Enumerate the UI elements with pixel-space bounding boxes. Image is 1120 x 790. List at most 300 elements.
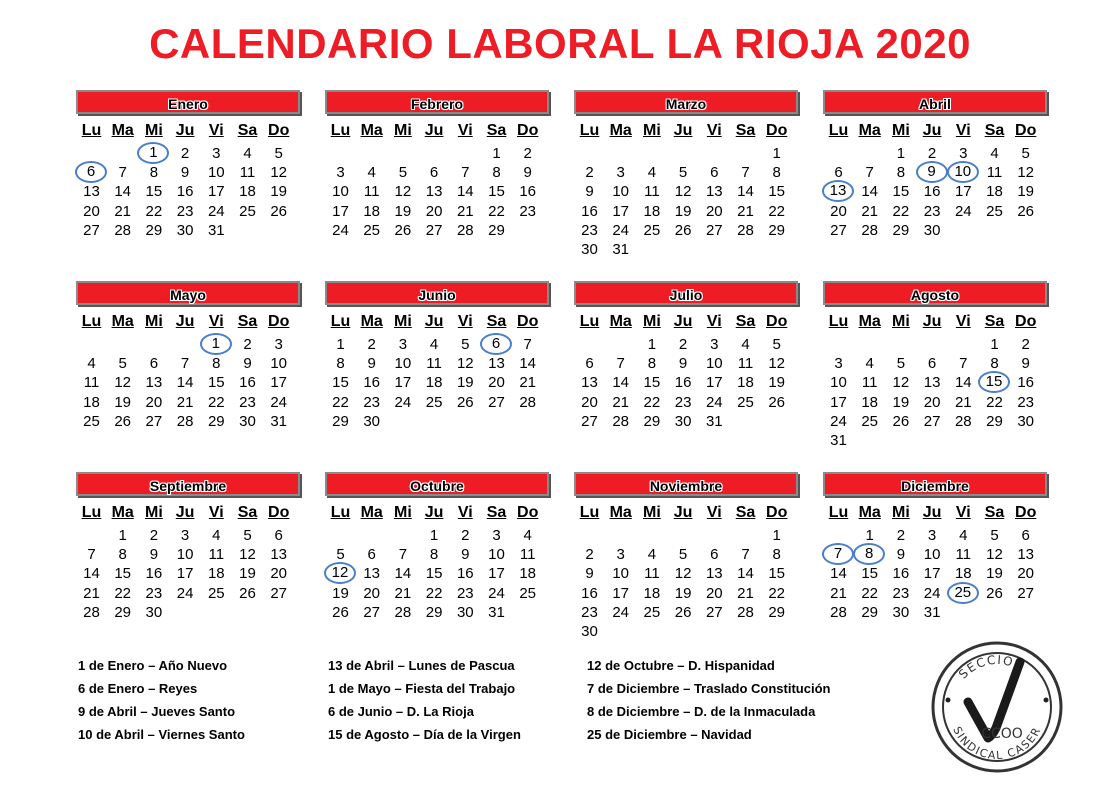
day: 2 — [585, 164, 594, 182]
day: 20 — [581, 393, 598, 411]
day: 10 — [207, 164, 225, 182]
weekday-header: Ju — [175, 504, 195, 521]
day: 13 — [581, 374, 598, 392]
page-title: CALENDARIO LABORAL LA RIOJA 2020 — [149, 20, 971, 67]
day: 4 — [865, 355, 874, 373]
day: 20 — [145, 393, 163, 411]
day: 14 — [394, 565, 412, 583]
weekday-header: Vi — [955, 122, 971, 139]
day: 8 — [149, 164, 159, 182]
day: 10 — [332, 183, 349, 201]
logo-bottom-text: SINDICAL CASER — [950, 724, 1044, 763]
day: 8 — [772, 546, 781, 564]
day: 28 — [456, 221, 474, 239]
weekday-header: Ma — [111, 313, 134, 330]
day: 27 — [705, 603, 723, 621]
day: 16 — [674, 374, 692, 392]
day: 3 — [959, 145, 968, 162]
month-name: Abril — [823, 90, 1047, 114]
day: 22 — [207, 393, 225, 411]
day: 5 — [990, 527, 999, 544]
weekday-header: Do — [268, 122, 290, 139]
day: 2 — [149, 527, 159, 544]
day: 3 — [180, 527, 190, 544]
day: 19 — [674, 202, 692, 220]
day: 26 — [114, 412, 132, 430]
day: 5 — [772, 336, 781, 353]
day: 22 — [986, 393, 1003, 411]
day: 24 — [612, 603, 630, 621]
weekday-header: Do — [766, 504, 788, 521]
weekday-header: Lu — [828, 313, 849, 330]
weekday-header: Ma — [609, 122, 632, 139]
day: 11 — [426, 355, 442, 373]
holiday-day: 6 — [480, 333, 512, 355]
weekday-header: Vi — [457, 504, 473, 521]
day: 3 — [336, 164, 345, 182]
day: 12 — [456, 355, 474, 373]
day: 15 — [643, 374, 661, 392]
day: 17 — [176, 565, 194, 583]
day: 1 — [647, 336, 657, 353]
day: 10 — [612, 183, 630, 201]
day: 3 — [398, 336, 408, 353]
day: 16 — [581, 584, 598, 602]
weekday-header: Ma — [858, 504, 881, 521]
day-grid — [76, 122, 300, 240]
day: 4 — [647, 546, 657, 564]
day: 15 — [425, 565, 443, 583]
day: 28 — [737, 603, 754, 621]
day: 9 — [896, 546, 906, 564]
day: 21 — [861, 202, 879, 220]
day: 19 — [892, 393, 910, 411]
month-name: Mayo — [76, 281, 300, 305]
day: 12 — [892, 374, 910, 392]
day: 16 — [892, 565, 910, 583]
day: 26 — [892, 412, 910, 430]
holiday-item: 7 de Diciembre – Traslado Constitución — [587, 681, 831, 696]
day: 30 — [176, 221, 194, 239]
weekday-header: Lu — [579, 122, 600, 139]
day: 2 — [523, 145, 532, 162]
day: 23 — [1017, 393, 1035, 411]
day: 5 — [336, 546, 345, 564]
day: 10 — [612, 565, 630, 583]
day: 19 — [456, 374, 474, 392]
weekday-header: Ju — [175, 313, 195, 330]
day: 28 — [394, 603, 412, 621]
day: 29 — [207, 412, 225, 430]
weekday-header: Ju — [673, 504, 693, 521]
weekday-header: Vi — [457, 313, 473, 330]
weekday-header: Mi — [892, 504, 910, 521]
day: 10 — [488, 546, 505, 564]
day: 16 — [239, 374, 256, 392]
day: 24 — [394, 393, 412, 411]
day: 25 — [239, 202, 256, 220]
day: 20 — [425, 202, 443, 220]
holiday-item: 9 de Abril – Jueves Santo — [78, 704, 236, 719]
weekday-header: Ma — [360, 504, 383, 521]
day: 6 — [834, 164, 843, 182]
day: 30 — [363, 412, 381, 430]
day: 16 — [581, 202, 598, 220]
weekday-header: Ma — [609, 504, 632, 521]
day: 20 — [363, 584, 381, 602]
day: 19 — [768, 374, 786, 392]
day: 3 — [616, 546, 625, 564]
day: 19 — [332, 584, 349, 602]
holiday-item: 1 de Enero – Año Nuevo — [78, 658, 228, 673]
day: 30 — [581, 241, 598, 258]
day: 3 — [927, 527, 937, 544]
day: 10 — [394, 355, 412, 373]
weekday-header: Sa — [984, 122, 1005, 139]
day: 13 — [705, 565, 723, 583]
weekday-header: Do — [1015, 504, 1037, 521]
day: 31 — [488, 603, 505, 621]
day: 25 — [861, 412, 879, 430]
day: 18 — [737, 374, 754, 392]
weekday-header: Lu — [330, 504, 351, 521]
day: 13 — [425, 183, 443, 201]
weekday-header: Do — [766, 313, 788, 330]
day: 7 — [118, 164, 127, 182]
day: 17 — [270, 374, 288, 392]
day: 2 — [243, 336, 252, 353]
month-name: Junio — [325, 281, 549, 305]
month-diciembre — [823, 472, 1047, 622]
day: 18 — [207, 565, 225, 583]
day: 19 — [674, 584, 692, 602]
day: 11 — [363, 183, 380, 201]
day: 21 — [394, 584, 412, 602]
weekday-header: Sa — [735, 122, 756, 139]
day: 28 — [519, 393, 537, 411]
holiday-item: 10 de Abril – Viernes Santo — [78, 727, 245, 742]
day: 12 — [674, 565, 692, 583]
holiday-day: 8 — [853, 543, 885, 565]
day: 28 — [861, 221, 879, 239]
month-febrero — [325, 90, 549, 240]
day: 14 — [83, 565, 100, 583]
day: 13 — [923, 374, 941, 392]
day: 1 — [865, 527, 874, 544]
month-octubre — [325, 472, 549, 622]
day: 15 — [207, 374, 225, 392]
holiday-day: 1 — [137, 142, 169, 164]
day: 26 — [270, 202, 288, 220]
day: 22 — [643, 393, 661, 411]
day: 29 — [425, 603, 443, 621]
day: 21 — [612, 393, 630, 411]
weekday-header: Sa — [237, 122, 258, 139]
day: 21 — [519, 374, 537, 392]
weekday-header: Ma — [111, 122, 134, 139]
ccoo-seccion-sindical-logo — [930, 640, 1064, 774]
day: 26 — [768, 393, 786, 411]
holiday-item: 8 de Diciembre – D. de la Inmaculada — [587, 704, 816, 719]
day: 9 — [523, 164, 532, 182]
day: 23 — [674, 393, 692, 411]
weekday-header: Do — [268, 313, 290, 330]
day: 14 — [114, 183, 132, 201]
holiday-item: 25 de Diciembre – Navidad — [587, 727, 752, 742]
day: 30 — [674, 412, 692, 430]
day: 21 — [954, 393, 972, 411]
day: 7 — [741, 546, 750, 564]
day: 5 — [398, 164, 408, 182]
day: 11 — [644, 183, 660, 201]
day: 5 — [678, 546, 688, 564]
day: 7 — [87, 546, 96, 564]
month-name: Septiembre — [76, 472, 300, 496]
weekday-header: Do — [268, 504, 290, 521]
day: 11 — [83, 374, 100, 392]
day: 7 — [180, 355, 190, 373]
day: 14 — [954, 374, 972, 392]
day: 29 — [892, 221, 910, 239]
day: 26 — [1017, 202, 1035, 220]
day: 23 — [892, 584, 910, 602]
day: 24 — [612, 221, 630, 239]
day: 30 — [892, 603, 910, 621]
day: 13 — [705, 183, 723, 201]
day: 23 — [456, 584, 474, 602]
day: 17 — [705, 374, 723, 392]
day: 27 — [581, 412, 598, 430]
day: 6 — [429, 164, 439, 182]
weekday-header: Sa — [237, 504, 258, 521]
day: 9 — [585, 565, 594, 583]
day-grid — [823, 504, 1047, 622]
day: 24 — [705, 393, 723, 411]
weekday-header: Lu — [81, 122, 102, 139]
day-grid — [574, 122, 798, 259]
day: 18 — [425, 374, 443, 392]
month-junio — [325, 281, 549, 431]
day: 22 — [768, 584, 786, 602]
day: 2 — [585, 546, 594, 564]
weekday-header: Lu — [828, 504, 849, 521]
day: 7 — [523, 336, 532, 353]
day: 27 — [270, 584, 288, 602]
day: 26 — [239, 584, 256, 602]
month-name: Diciembre — [823, 472, 1047, 496]
day: 22 — [114, 584, 132, 602]
day: 1 — [772, 527, 781, 544]
day: 12 — [768, 355, 786, 373]
day: 1 — [772, 145, 781, 162]
weekday-header: Lu — [579, 313, 600, 330]
day: 16 — [519, 183, 537, 201]
holiday-item: 15 de Agosto – Día de la Virgen — [328, 727, 521, 742]
day: 9 — [243, 355, 252, 373]
weekday-header: Ju — [424, 122, 444, 139]
day: 16 — [1017, 374, 1035, 392]
weekday-header: Ma — [858, 122, 881, 139]
day: 13 — [145, 374, 163, 392]
day: 11 — [644, 565, 660, 583]
holiday-day: 10 — [947, 161, 979, 183]
day: 23 — [581, 221, 598, 239]
day: 7 — [741, 164, 750, 182]
day: 22 — [425, 584, 443, 602]
day: 24 — [954, 202, 972, 220]
day: 8 — [429, 546, 439, 564]
logo-top-text: SECCIÓN — [956, 652, 1028, 682]
weekday-header: Do — [517, 504, 539, 521]
logo-middle-text: CCOO — [981, 726, 1023, 742]
day: 2 — [896, 527, 906, 544]
day: 1 — [492, 145, 501, 162]
day: 3 — [492, 527, 501, 544]
day: 12 — [114, 374, 132, 392]
day: 20 — [923, 393, 941, 411]
day: 15 — [488, 183, 505, 201]
month-julio — [574, 281, 798, 431]
day-grid — [325, 313, 549, 431]
day: 6 — [149, 355, 159, 373]
weekday-header: Mi — [892, 313, 910, 330]
day: 22 — [332, 393, 349, 411]
weekday-header: Vi — [208, 313, 224, 330]
day: 8 — [492, 164, 501, 182]
day: 9 — [180, 164, 190, 182]
day: 17 — [488, 565, 505, 583]
day: 2 — [461, 527, 470, 544]
month-marzo — [574, 90, 798, 259]
month-name: Noviembre — [574, 472, 798, 496]
day: 4 — [741, 336, 750, 353]
weekday-header: Ma — [609, 313, 632, 330]
day: 31 — [705, 412, 723, 430]
day: 30 — [456, 603, 474, 621]
month-abril — [823, 90, 1047, 240]
day: 19 — [114, 393, 132, 411]
day: 4 — [647, 164, 657, 182]
day: 25 — [643, 603, 661, 621]
holiday-day: 1 — [200, 333, 232, 355]
day: 18 — [861, 393, 879, 411]
day: 29 — [643, 412, 661, 430]
day: 14 — [176, 374, 194, 392]
weekday-header: Vi — [706, 504, 722, 521]
day: 11 — [239, 164, 256, 182]
weekday-header: Ju — [424, 313, 444, 330]
holiday-item: 6 de Junio – D. La Rioja — [328, 704, 474, 719]
day: 14 — [861, 183, 879, 201]
day: 14 — [830, 565, 847, 583]
weekday-header: Vi — [706, 313, 722, 330]
day: 7 — [865, 164, 874, 182]
day: 4 — [429, 336, 439, 353]
day: 18 — [643, 202, 661, 220]
day-grid — [823, 122, 1047, 240]
month-name: Febrero — [325, 90, 549, 114]
weekday-header: Lu — [579, 504, 600, 521]
day: 1 — [118, 527, 127, 544]
day: 22 — [488, 202, 505, 220]
day: 25 — [363, 221, 381, 239]
holiday-item: 13 de Abril – Lunes de Pascua — [328, 658, 515, 673]
day: 15 — [892, 183, 910, 201]
day: 5 — [274, 145, 283, 162]
day: 12 — [674, 183, 692, 201]
day: 13 — [1017, 546, 1035, 564]
day: 6 — [710, 546, 719, 564]
day: 10 — [923, 546, 941, 564]
month-septiembre — [76, 472, 300, 622]
month-name: Enero — [76, 90, 300, 114]
day: 31 — [923, 603, 941, 621]
day: 8 — [772, 164, 781, 182]
day: 27 — [923, 412, 941, 430]
weekday-header: Vi — [955, 504, 971, 521]
day: 13 — [83, 183, 100, 201]
day: 11 — [955, 546, 972, 564]
day: 28 — [176, 412, 194, 430]
weekday-header: Sa — [486, 122, 507, 139]
day: 3 — [212, 145, 221, 162]
month-name: Octubre — [325, 472, 549, 496]
day: 2 — [367, 336, 376, 353]
day: 15 — [114, 565, 132, 583]
day: 7 — [461, 164, 470, 182]
day: 13 — [363, 565, 381, 583]
day: 4 — [367, 164, 376, 182]
day: 31 — [830, 432, 847, 449]
weekday-header: Mi — [145, 504, 163, 521]
day: 18 — [83, 393, 100, 411]
day: 28 — [612, 412, 630, 430]
day: 3 — [616, 164, 625, 182]
holiday-list — [0, 654, 900, 754]
day: 23 — [176, 202, 194, 220]
day: 9 — [367, 355, 376, 373]
weekday-header: Mi — [643, 122, 661, 139]
day: 17 — [394, 374, 412, 392]
weekday-header: Ju — [922, 122, 942, 139]
day-grid — [574, 313, 798, 431]
day: 29 — [986, 412, 1003, 430]
day: 28 — [737, 221, 754, 239]
weekday-header: Sa — [486, 313, 507, 330]
day: 11 — [861, 374, 878, 392]
weekday-header: Vi — [208, 122, 224, 139]
day: 14 — [456, 183, 474, 201]
day: 12 — [239, 546, 256, 564]
weekday-header: Sa — [237, 313, 258, 330]
day: 29 — [768, 603, 786, 621]
day: 7 — [616, 355, 625, 373]
day: 19 — [986, 565, 1003, 583]
day: 15 — [768, 565, 786, 583]
holiday-day: 7 — [822, 543, 854, 565]
day: 16 — [363, 374, 381, 392]
day: 17 — [612, 584, 630, 602]
day: 27 — [363, 603, 381, 621]
day: 17 — [954, 183, 972, 201]
day: 27 — [425, 221, 443, 239]
day: 2 — [678, 336, 688, 353]
day: 18 — [239, 183, 256, 201]
day: 23 — [581, 603, 598, 621]
day: 24 — [488, 584, 505, 602]
weekday-header: Do — [1015, 122, 1037, 139]
day: 18 — [363, 202, 381, 220]
